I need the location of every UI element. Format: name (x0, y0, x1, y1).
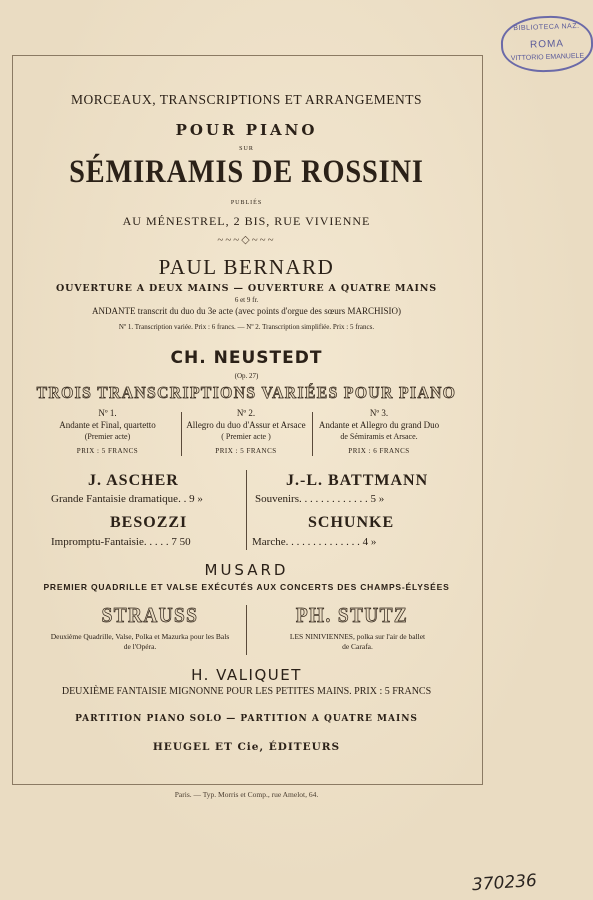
publies-label: PUBLIÉS (230, 200, 263, 206)
stamp-line-2: ROMA (529, 38, 565, 51)
stutz-piece-line-2: de Carafa. (342, 642, 373, 651)
column-3-act: de Sémiramis et Arsace. (340, 432, 418, 441)
column-2-piece: Allegro du duo d'Assur et Arsace (186, 419, 306, 430)
library-stamp (500, 14, 593, 73)
battmann-piece: Souvenirs. . . . . . . . . . . . . 5 » (255, 493, 385, 505)
bernard-andante: ANDANTE transcrit du duo du 3e acte (avec points d'orgue des sœurs MARCHISIO) (92, 306, 401, 316)
ascher-piece: Grande Fantaisie dramatique. . 9 » (51, 493, 203, 505)
stamp-line-1: BIBLIOTECA NAZ. (513, 22, 580, 33)
column-1-act: (Premier acte) (84, 432, 131, 441)
bernard-prices: 6 et 9 fr. (234, 296, 259, 304)
bernard-transcriptions: Nº 1. Transcription variée. Prix : 6 francs. — Nº 2. Transcription simplifiée. Prix : 5 francs. (118, 323, 375, 331)
column-1-piece: Andante et Final, quartetto (59, 419, 156, 430)
stutz-piece (250, 632, 465, 652)
column-2-number: Nº 2. (236, 408, 256, 418)
publisher-name: HEUGEL ET Cie, ÉDITEURS (152, 741, 341, 753)
column-2-price: PRIX : 5 FRANCS (215, 446, 277, 455)
stutz-piece-line-1: LES NINIVIENNES, polka sur l'air de ballet (289, 632, 426, 641)
composer-valiquet: H. VALIQUET (191, 666, 302, 684)
strauss-stutz-divider (246, 605, 247, 655)
pairs-divider (246, 470, 247, 550)
ornament-divider: ~~~◇~~~ (217, 234, 276, 246)
neustedt-column-3 (313, 408, 445, 457)
strauss-piece (36, 632, 244, 652)
composer-strauss: STRAUSS (101, 603, 199, 627)
column-3-number: Nº 3. (369, 408, 389, 418)
composer-battmann: J.-L. BATTMANN (286, 472, 429, 489)
sur-label: SUR (239, 146, 254, 152)
column-1-number: Nº 1. (98, 408, 117, 418)
column-3-price: PRIX : 6 FRANCS (348, 446, 410, 455)
column-2-act: ( Premier acte ) (221, 432, 271, 441)
composer-schunke: SCHUNKE (308, 514, 395, 531)
column-3-piece: Andante et Allegro du grand Duo (318, 419, 440, 430)
composer-bernard: PAUL BERNARD (158, 255, 335, 279)
besozzi-piece: Impromptu-Fantaisie. . . . . 7 50 (51, 536, 191, 548)
neustedt-column-2 (182, 408, 310, 457)
stamp-line-3: VITTORIO EMANUELE (510, 52, 585, 63)
musard-line: PREMIER QUADRILLE ET VALSE EXÉCUTÉS AUX CONCERTS DES CHAMPS-ÉLYSÉES (43, 582, 450, 592)
partitions-line: PARTITION PIANO SOLO — PARTITION A QUATRE MAINS (75, 714, 418, 724)
bernard-overtures: OUVERTURE A DEUX MAINS — OUVERTURE A QUATRE MAINS (56, 283, 437, 294)
strauss-piece-line-1: Deuxième Quadrille, Valse, Polka et Mazurka pour les Bals (50, 632, 230, 641)
composer-besozzi: BESOZZI (110, 514, 188, 531)
schunke-piece: Marche. . . . . . . . . . . . . . 4 » (252, 536, 377, 548)
composer-stutz: PH. STUTZ (295, 603, 409, 627)
handwritten-shelf-number: 370236 (471, 870, 538, 896)
column-1-price: PRIX : 5 FRANCS (76, 446, 139, 455)
work-title: SÉMIRAMIS DE ROSSINI (69, 154, 424, 190)
neustedt-column-1 (40, 408, 175, 457)
strauss-piece-line-2: de l'Opéra. (123, 642, 157, 651)
valiquet-line: DEUXIÈME FANTAISIE MIGNONNE POUR LES PETITES MAINS. PRIX : 5 FRANCS (61, 686, 432, 697)
collection-title: MORCEAUX, TRANSCRIPTIONS ET ARRANGEMENTS (70, 92, 423, 107)
composer-ascher: J. ASCHER (88, 472, 179, 489)
composer-musard: MUSARD (204, 561, 289, 579)
instrument-heading: POUR PIANO (175, 121, 318, 139)
composer-neustedt: CH. NEUSTEDT (170, 348, 323, 368)
neustedt-title: TROIS TRANSCRIPTIONS VARIÉES POUR PIANO (36, 383, 457, 402)
publisher-address: AU MÉNESTREL, 2 BIS, RUE VIVIENNE (122, 214, 371, 228)
neustedt-opus: (Op. 27) (234, 372, 259, 380)
printer-imprint: Paris. — Typ. Morris et Comp., rue Amelot, 64. (174, 790, 319, 799)
